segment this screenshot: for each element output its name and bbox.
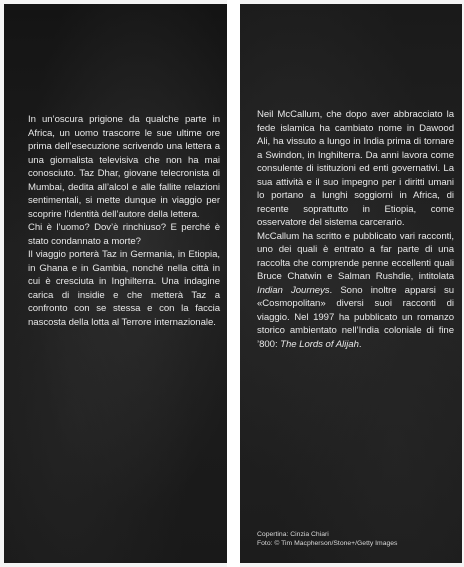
back-flap (240, 4, 462, 563)
book-title-indian-journeys: Indian Journeys (257, 284, 330, 296)
synopsis-text (28, 113, 220, 329)
author-works-text: . Sono inoltre apparsi su «Cosmopolitan» diversi suoi racconti di viaggio. Nel 1997 ha pubblicato un romanzo storico ambientato nell’India coloniale di fine ’800: (257, 284, 454, 350)
synopsis-questions: Chi è l’uomo? Dov’è rinchiuso? E perché è stato condannato a morte? (28, 222, 220, 247)
author-bio (257, 108, 454, 351)
author-bio-paragraph: Neil McCallum, che dopo aver abbracciato la fede islamica ha cambiato nome in Dawood Ali, ha vissuto a lungo in India prima di tornare a Swindon, in Inghilterra. Da anni lavora come consulente di istituzioni ed enti governativi. La sua attività e il suo impegno per i diritti umani lo portano a lunghi soggiorni in Africa, di recente soprattutto in Etiopia, come osservatore del sistema carcerario. (257, 109, 454, 228)
synopsis-paragraph: Il viaggio porterà Taz in Germania, in Etiopia, in Ghana e in Gambia, nonché nella città in cui è cresciuta in Inghilterra. Una indagine carica di insidie e che metterà Taz a confronto con se stessa e con la faccia nascosta della lotta al Terrore internazionale. (28, 249, 220, 328)
photo-credit: Foto: © Tim Macpherson/Stone+/Getty Images (257, 540, 398, 547)
cover-credit: Copertina: Cinzia Chiari (257, 531, 329, 538)
image-credits (257, 530, 457, 548)
author-works-text: McCallum ha scritto e pubblicato vari racconti, uno dei quali è entrato a far parte di una raccolta che comprende penne eccellenti quali Bruce Chatwin e Salman Rushdie, intitolata (257, 230, 454, 282)
front-flap (4, 4, 227, 563)
synopsis-paragraph: In un’oscura prigione da qualche parte in Africa, un uomo trascorre le sue ultime ore prima dell’esecuzione scrivendo una lettera a una giornalista televisiva che non ha mai conosciuto. Taz Dhar, giovane telecronista di Mumbai, dedita all’alcol e alle fallite relazioni sentimentali, si mette dunque in viaggio per scoprire l’identità dell’autore della lettera. (28, 114, 220, 220)
gutter (227, 0, 240, 567)
author-works-paragraph (257, 230, 454, 352)
author-works-text: . (358, 338, 362, 350)
book-title-lords-of-alijah: The Lords of Alijah (280, 338, 359, 350)
